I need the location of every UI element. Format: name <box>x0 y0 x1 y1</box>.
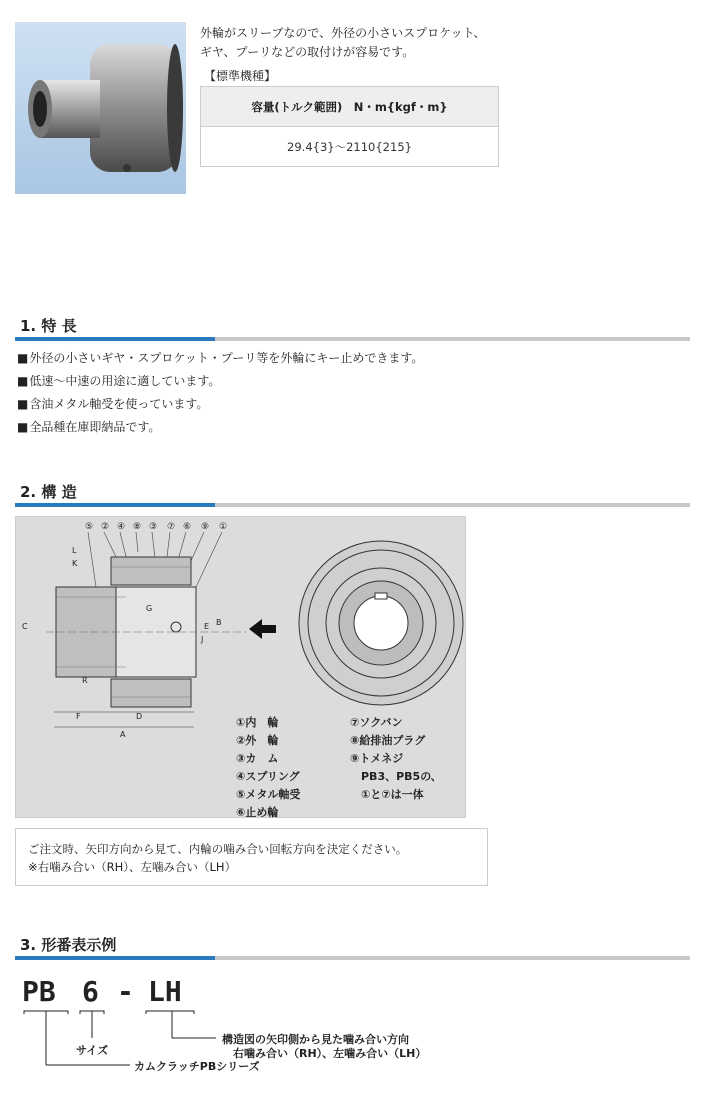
ann-size: サイズ <box>76 1044 109 1057</box>
legend-right-4: PB3、PB5の、 <box>350 770 442 783</box>
legend-left-5: ⑤メタル軸受 <box>236 788 301 801</box>
dim-B: B <box>216 618 222 627</box>
order-note-line-1: ご注文時、矢印方向から見て、内輪の噛み合い回転方向を決定ください。 <box>28 842 408 856</box>
legend-left-4: ④スプリング <box>236 770 300 783</box>
legend-left-2: ②外 輪 <box>236 734 279 747</box>
part-dash: - <box>117 975 134 1008</box>
part-size: 6 <box>82 975 99 1008</box>
dim-D: D <box>136 712 143 721</box>
legend-right-2: ⑧給排油プラグ <box>350 734 426 747</box>
ann-direction-2: 右噛み合い（RH）、左噛み合い（LH） <box>233 1047 427 1060</box>
product-photo <box>15 22 186 194</box>
spec-table <box>200 86 499 167</box>
part-direction: LH <box>148 975 182 1008</box>
dim-J: J <box>201 635 204 644</box>
part-series: PB <box>22 975 56 1008</box>
dim-L: L <box>72 546 77 555</box>
dim-G: G <box>146 604 153 613</box>
section-3-title: 3. 形番表示例 <box>20 936 117 954</box>
feature-item: ■ 全品種在庫即納品です。 <box>17 416 423 439</box>
dim-R: R <box>82 676 88 685</box>
callout-7: ⑦ <box>167 522 176 532</box>
standard-models-label: 【標準機種】 <box>204 69 277 83</box>
dim-C: C <box>22 622 28 631</box>
dim-K: K <box>72 559 78 568</box>
intro-line-2: ギヤ、プーリなどの取付けが容易です。 <box>200 45 415 59</box>
callout-9: ⑨ <box>201 522 210 532</box>
legend-left-1: ①内 輪 <box>236 716 279 729</box>
callout-2: ② <box>101 522 110 532</box>
feature-list <box>17 347 423 439</box>
feature-item: ■ 外径の小さいギヤ・スプロケット・プーリ等を外輪にキー止めできます。 <box>17 347 423 370</box>
order-note-line-2: ※右噛み合い（RH）、左噛み合い（LH） <box>28 860 237 874</box>
dim-F: F <box>76 712 81 721</box>
callout-1: ① <box>219 522 228 532</box>
legend-left-6: ⑥止め輪 <box>236 806 279 819</box>
direction-arrow-icon <box>249 619 276 639</box>
section-2-divider <box>15 503 690 507</box>
callout-8: ⑧ <box>133 522 142 532</box>
section-2-title: 2. 構 造 <box>20 483 77 501</box>
legend-right-3: ⑨トメネジ <box>350 752 404 765</box>
order-note <box>15 828 488 886</box>
callout-5: ⑤ <box>85 522 94 532</box>
dim-A: A <box>120 730 126 739</box>
ann-direction-1: 構造図の矢印側から見た噛み合い方向 <box>222 1033 409 1046</box>
callout-4: ④ <box>117 522 126 532</box>
intro-text <box>200 24 485 62</box>
spec-table-value: 29.4{3}〜2110{215} <box>287 139 412 154</box>
spec-table-header: 容量(トルク範囲) N・m{kgf・m} <box>201 87 499 127</box>
section-1-title: 1. 特 長 <box>20 317 77 335</box>
feature-item: ■ 低速〜中速の用途に適しています。 <box>17 370 423 393</box>
feature-item: ■ 含油メタル軸受を使っています。 <box>17 393 423 416</box>
callout-6: ⑥ <box>183 522 192 532</box>
legend-right-1: ⑦ソクバン <box>350 716 403 729</box>
section-1-divider <box>15 337 690 341</box>
dim-E: E <box>204 622 210 631</box>
structure-diagram <box>15 516 466 818</box>
legend-right-5: ①と⑦は一体 <box>350 788 424 801</box>
callout-3: ③ <box>149 522 158 532</box>
ann-series: カムクラッチPBシリーズ <box>134 1060 260 1073</box>
intro-line-1: 外輪がスリーブなので、外径の小さいスプロケット、 <box>200 26 486 40</box>
section-3-divider <box>15 956 690 960</box>
legend-left-3: ③カ ム <box>236 752 279 765</box>
